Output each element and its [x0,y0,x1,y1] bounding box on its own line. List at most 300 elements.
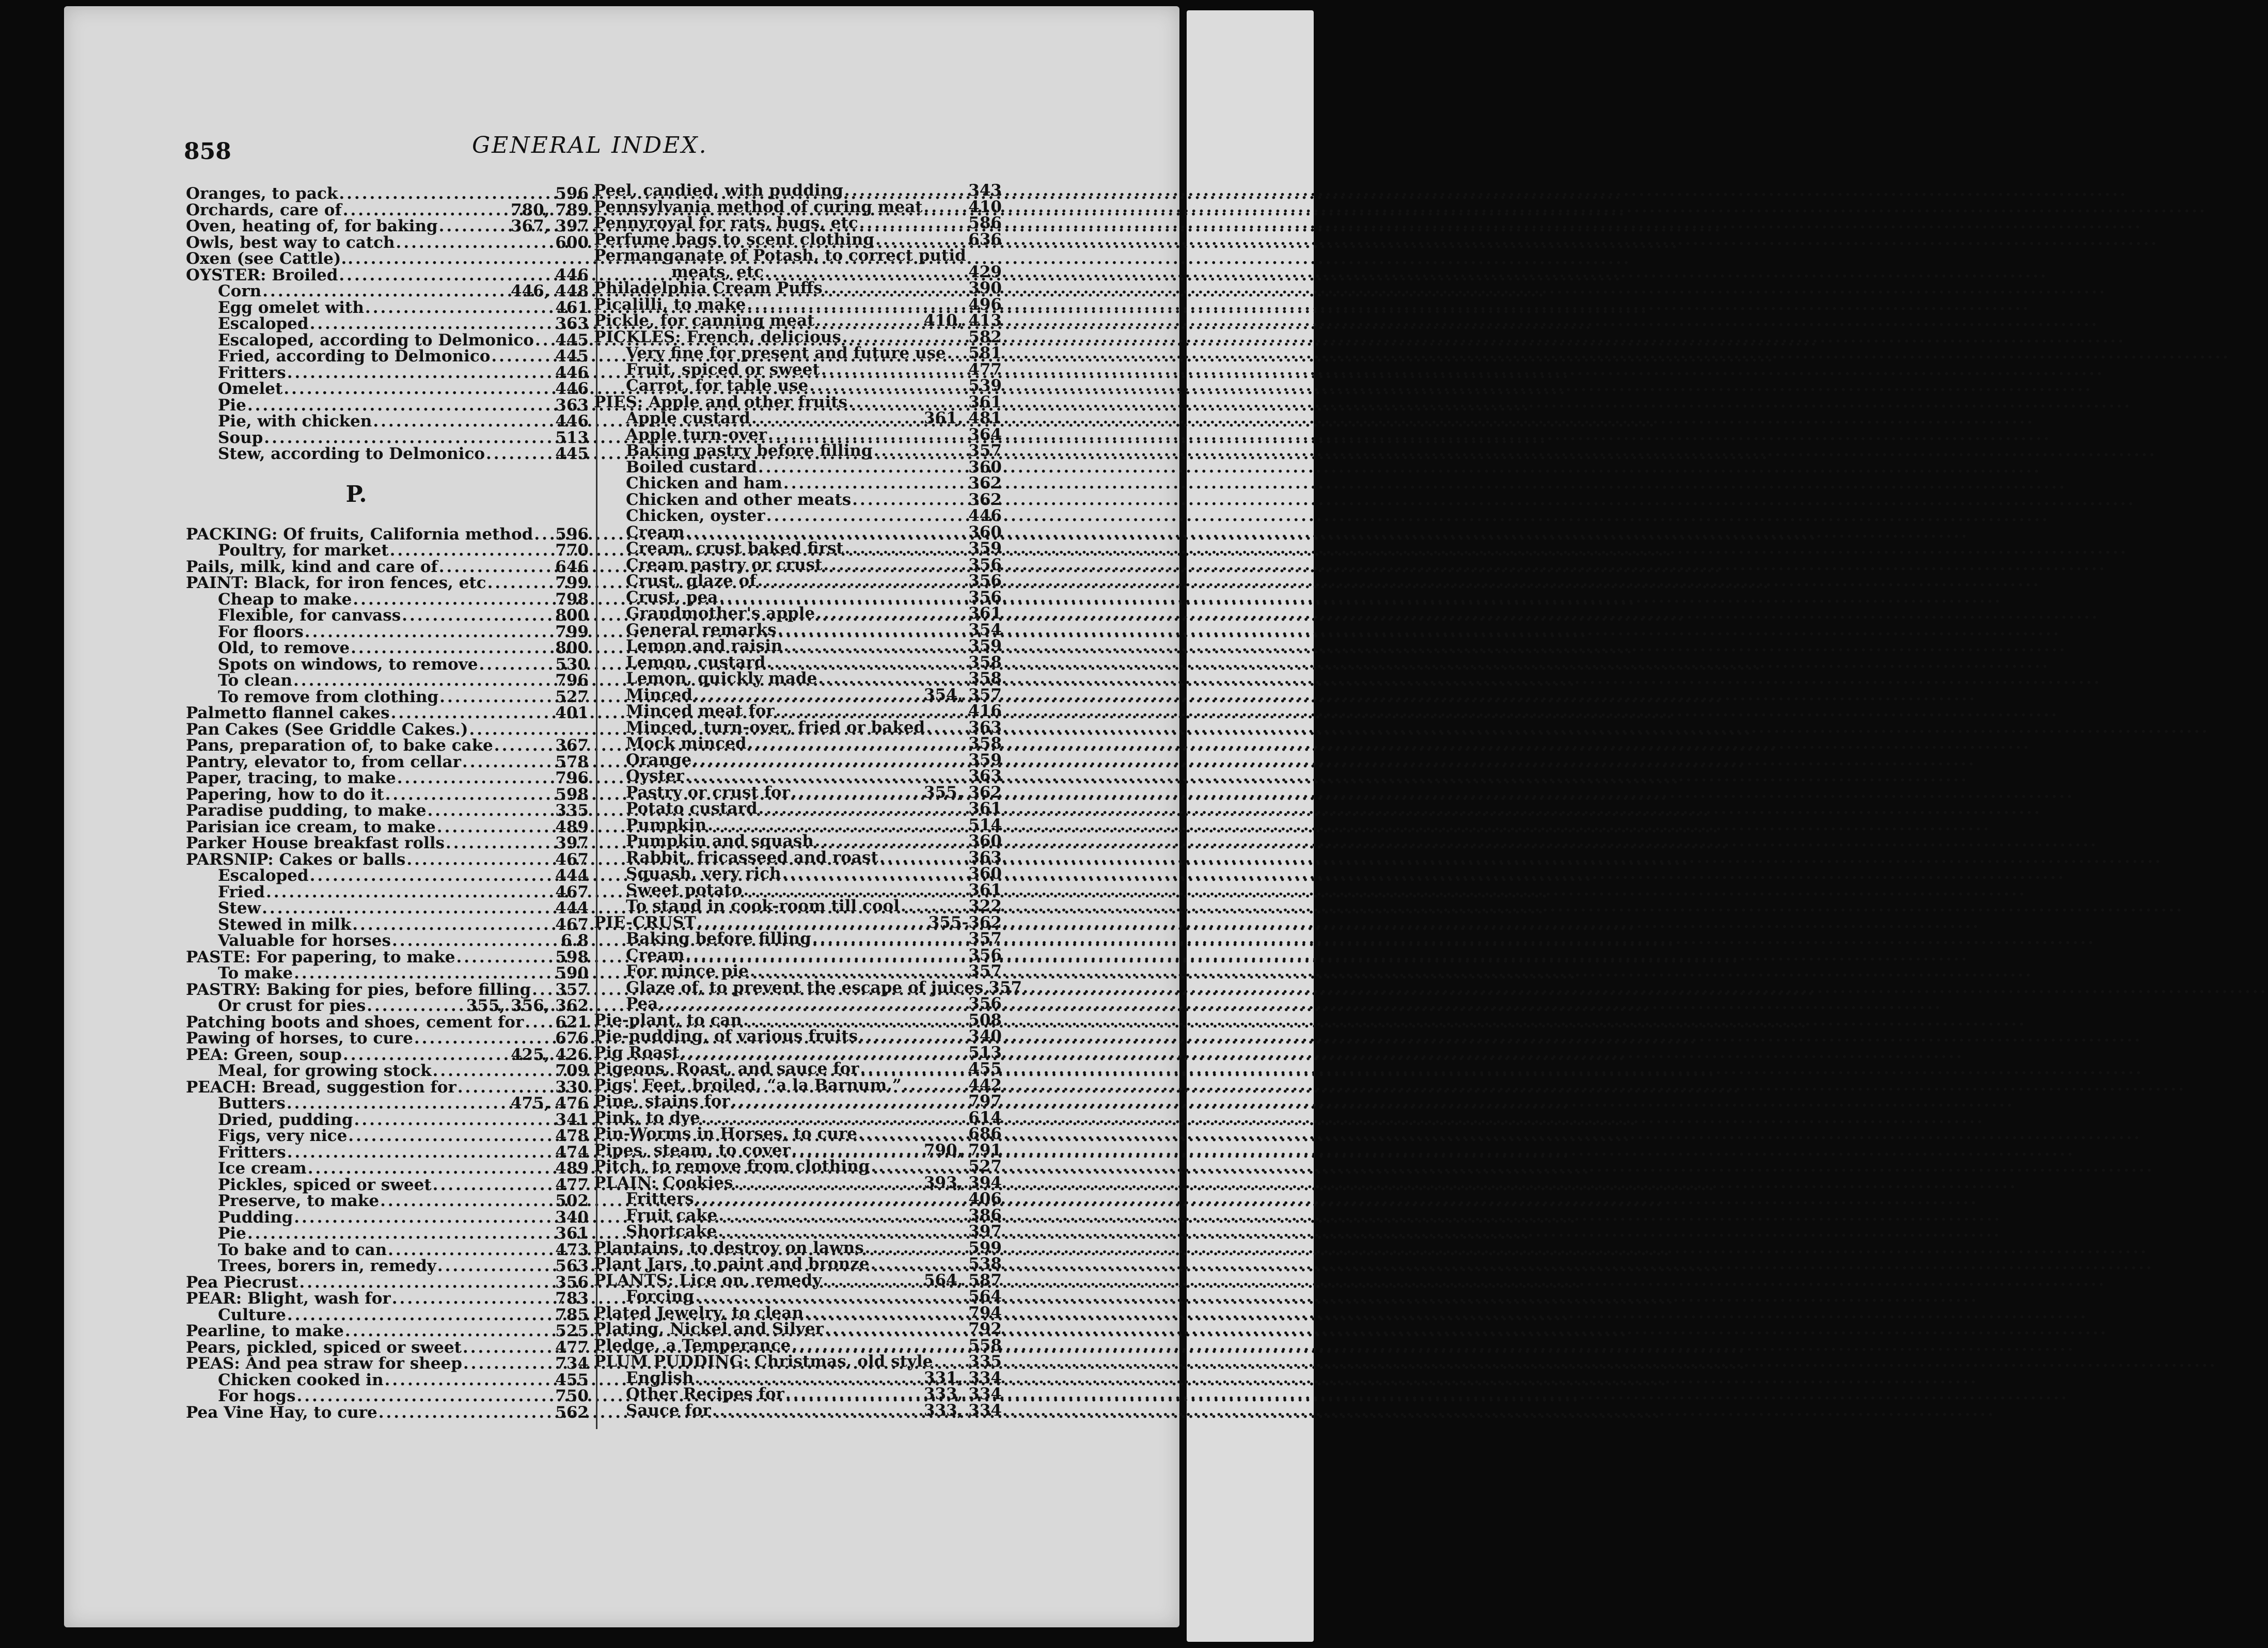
entry-page-ref: 581 [968,344,1002,362]
entry-label: Pie [218,1224,246,1243]
entry-page-ref: 792 [968,1320,1002,1338]
entry-label: Apple turn-over [626,425,767,444]
entry-page-ref: 796 [555,769,589,787]
index-entry [186,640,589,657]
dot-leader [816,606,968,622]
dot-leader [695,1370,924,1387]
entry-label: Pea [626,994,658,1013]
entry-page-ref: 363 [555,395,589,415]
entry-label: General remarks [626,620,777,639]
dot-leader [783,476,968,492]
entry-label: Culture [218,1305,286,1324]
dot-leader [805,1305,968,1322]
index-entry [594,1370,1002,1387]
entry-page-ref: 799 [555,622,589,641]
entry-page-ref: 356 [968,555,1002,574]
dot-leader [984,980,988,996]
dot-leader [379,1405,556,1421]
entry-page-ref: 477 [968,360,1002,379]
index-entry [186,803,589,819]
entry-label: Mock minced [626,734,747,753]
entry-label: Paper, tracing, to make [186,769,396,787]
index-entry [186,1161,589,1177]
index-entry [186,1356,589,1372]
entry-page-ref: 362 [968,490,1002,509]
entry-page-ref: 621 [555,1012,589,1032]
entry-label: Boiled custard [626,457,757,477]
index-entry [594,522,1002,542]
entry-page-ref: 367 [555,736,589,755]
entry-label: Pans, preparation of, to bake cake [186,736,493,755]
entry-label: Fried [218,882,265,901]
index-entry [594,557,1002,574]
index-entry [186,1096,589,1112]
entry-page-ref: 363 [968,718,1002,737]
entry-page-ref: 340 [555,1208,589,1227]
dot-leader [823,1273,924,1289]
entry-page-ref: 514 [968,815,1002,834]
index-entry [186,1372,589,1389]
dot-leader [491,348,555,365]
entry-label: Oyster [626,767,684,785]
entry-page-ref: 562 [555,1403,589,1422]
entry-page-ref: 360 [968,832,1002,850]
dot-leader [391,705,556,722]
dot-leader [339,267,555,284]
entry-label: Squash, very rich [626,864,781,883]
entry-page-ref: 445 [555,445,589,463]
index-entry [186,754,589,771]
dot-leader [747,297,968,313]
index-entry [186,949,589,966]
index-entry [594,947,1002,964]
page-number: 858 [184,138,231,165]
index-entry [186,446,589,463]
entry-page-ref: 357 [968,962,1002,980]
index-entry [186,705,589,722]
dot-leader [446,835,555,852]
index-entry [594,720,1002,736]
index-entry [594,1140,1002,1160]
entry-label: Papering, how to do it [186,785,384,804]
entry-label: PASTE: For papering, to make [186,947,455,966]
entry-page-ref: 416 [968,702,1002,720]
dot-leader [859,215,969,232]
entry-page-ref: 770 [555,541,589,560]
dot-leader [348,251,589,267]
entry-label: Stewed in milk [218,915,352,934]
index-entry [594,280,1002,297]
entry-page-ref: 686 [968,1124,1002,1143]
dot-leader [385,787,556,803]
index-entry [186,1275,589,1291]
dot-leader [967,248,1002,264]
index-entry [186,787,589,803]
entry-label: Pink, to dye [594,1108,700,1127]
entry-label: Minced [626,685,692,704]
entry-page-ref: 646 [555,557,589,576]
entry-label: Valuable for horses [218,931,391,950]
index-entry [594,1354,1002,1370]
entry-label: Pickle, for canning meat [594,311,815,330]
entry-page-ref: 790, 791 [923,1140,1002,1160]
entry-page-ref: 355, 362 [923,783,1002,802]
index-entry [186,1077,589,1097]
index-entry [186,1047,589,1064]
dot-leader [294,965,555,982]
dot-leader [414,1031,555,1047]
entry-label: PEA: Green, soup [186,1045,342,1064]
dot-leader [406,852,555,868]
section-gap [186,463,589,478]
entry-page-ref: 356 [968,572,1002,590]
index-entry [186,202,589,219]
dot-leader [458,1080,556,1096]
section-gap [186,511,589,527]
entry-page-ref: 780, 789 [510,200,589,219]
entry-page-ref: 429 [968,262,1002,281]
dot-leader [731,1094,969,1110]
dot-leader [750,963,968,980]
entry-label: Pawing of horses, to cure [186,1029,413,1048]
dot-leader [734,1175,924,1192]
index-entry [186,917,589,933]
entry-label: Trees, borers in, remedy [218,1257,436,1275]
entry-page-ref: 406 [968,1190,1002,1208]
entry-label: Omelet [218,379,283,398]
entry-page-ref: 525 [555,1322,589,1340]
dot-leader [247,398,555,414]
entry-page-ref: 367, 397 [510,217,589,235]
index-entry [594,1094,1002,1110]
entry-page-ref: 425, 426 [510,1045,589,1064]
entry-page-ref: 513 [968,1043,1002,1062]
dot-leader [479,657,555,673]
index-entry [186,1031,589,1047]
entry-page-ref: 475, 476 [510,1094,589,1113]
dot-leader [262,900,555,917]
entry-label: PIES: Apple and other fruits [594,392,847,411]
entry-label: Pigeons, Roast, and sauce for [594,1059,859,1078]
dot-leader [351,640,555,657]
entry-label: Peel, candied, with pudding [594,181,843,200]
index-entry [186,689,589,706]
entry-page-ref: 335 [555,801,589,820]
entry-label: Cream [626,522,685,542]
dot-leader [293,673,555,689]
dot-leader [287,1145,556,1161]
dot-leader [437,1258,555,1275]
dot-leader [692,752,968,769]
entry-page-ref: 446 [555,412,589,431]
entry-label: Baking before filling [626,929,811,948]
entry-label: Pie [218,395,246,415]
entry-label: Pipes, steam, to cover [594,1140,791,1160]
entry-label: Pin-Worms in Horses, to cure [594,1124,858,1143]
entry-label: Shortcake [626,1222,717,1241]
index-entry [186,575,589,592]
entry-label: To stand in cook-room till cool [626,897,900,915]
index-entry [594,508,1002,525]
entry-label: Pledge, a Temperance [594,1336,791,1355]
index-entry [186,1145,589,1161]
entry-label: Cream [626,945,685,964]
dot-leader [768,427,968,443]
dot-leader [778,622,969,639]
entry-page-ref: 446 [968,506,1002,525]
entry-label: Pie, with chicken [218,412,372,431]
entry-page-ref: 442 [968,1075,1002,1095]
entry-label: Pig Roast [594,1043,680,1062]
entry-page-ref: 539 [968,376,1002,395]
entry-page-ref: 734 [555,1354,589,1373]
index-entry [186,657,589,673]
entry-page-ref: 578 [555,752,589,771]
index-entry [594,963,1002,980]
entry-page-ref: 355-362 [928,913,1002,932]
dot-leader [751,410,924,427]
entry-label: Crust, pea [626,588,718,607]
dot-leader [748,736,969,752]
entry-page-ref: 357 [988,978,1022,997]
entry-page-ref: 357 [968,929,1002,948]
dot-leader [842,329,968,346]
entry-page-ref: 446 [555,379,589,398]
index-entry [186,1012,589,1032]
dot-leader [821,362,969,378]
entry-page-ref: 386 [968,1206,1002,1225]
dot-leader [845,541,969,557]
entry-page-ref: 455 [555,1370,589,1389]
index-entry [186,835,589,852]
entry-label: Chicken, oyster [626,506,765,525]
entry-label: PAINT: Black, for iron fences, etc [186,574,486,592]
index-entry [594,199,1002,216]
entry-label: Grandmother's apple [626,604,815,623]
entry-label: Preserve, to make [218,1192,380,1210]
index-entry [186,933,589,949]
dot-leader [815,313,924,329]
entry-page-ref: 401 [555,704,589,722]
index-entry [594,1028,1002,1045]
entry-label: PICKLES: French, delicious [594,327,841,346]
dot-leader [396,235,556,251]
index-entry [186,186,589,202]
dot-leader [294,1210,555,1226]
entry-page-ref: 596 [555,525,589,544]
dot-leader [743,882,968,899]
entry-page-ref: 467 [555,850,589,869]
index-entry [594,248,1002,264]
entry-page-ref: 600 [555,233,589,252]
dot-leader [367,998,466,1015]
index-entry [594,1191,1002,1208]
entry-label: Stew [218,899,261,917]
dot-leader [354,1112,556,1129]
entry-label: To make [218,964,293,983]
index-entry [186,1242,589,1259]
entry-label: Plant Jars, to paint and bronze [594,1255,870,1273]
index-entry [186,1307,589,1324]
dot-leader [343,202,511,219]
index-entry [186,1323,589,1340]
dot-leader [743,1012,968,1029]
entry-label: Chicken and ham [626,474,782,493]
index-entry [594,1175,1002,1192]
entry-label: Fritters [218,363,286,382]
dot-leader [686,525,969,541]
entry-page-ref: 596 [555,184,589,203]
entry-label: PEAS: And pea straw for sheep [186,1354,462,1373]
dot-leader [823,557,968,574]
entry-label: Paradise pudding, to make [186,801,427,820]
dot-leader [718,1224,968,1240]
index-entry [594,1273,1002,1289]
index-entry [186,300,589,316]
index-entry [594,459,1002,476]
entry-page-ref: 356 [968,588,1002,607]
entry-page-ref: 358 [968,669,1002,688]
dot-leader [310,868,556,884]
dot-leader [812,931,968,947]
entry-page-ref: 354 [968,620,1002,639]
entry-label: Cream pastry or crust [626,555,823,574]
index-entry [594,785,1002,801]
index-entry [594,655,1002,671]
index-entry [594,606,1002,622]
entry-page-ref: 410, 413 [923,311,1002,330]
dot-leader [694,687,924,704]
entry-page-ref: 794 [968,1303,1002,1322]
entry-label: Picalilli, to make [594,295,746,314]
entry-label: Fruit, spiced or sweet [626,360,820,379]
index-entry [186,738,589,754]
index-entry [594,1110,1002,1127]
entry-label: To bake and to can [218,1240,387,1259]
index-entry [594,1386,1002,1403]
index-entry [186,1340,589,1356]
index-entry [594,1208,1002,1224]
dot-leader [844,183,968,199]
dot-leader [469,722,589,738]
dot-leader [825,1321,968,1338]
dot-leader [695,1191,969,1208]
dot-leader [287,365,556,382]
index-entry [594,313,1002,329]
dot-leader [879,850,969,866]
index-entry [186,868,589,884]
entry-label: Fried, according to Delmonico [218,347,491,366]
entry-label: Palmetto flannel cakes [186,704,390,722]
entry-label: Escaloped [218,866,309,885]
index-entry [186,348,589,365]
entry-page-ref: 446, 448 [510,282,589,300]
dot-leader [388,1242,555,1259]
index-entry [186,770,589,787]
dot-leader [783,638,968,655]
dot-leader [681,1045,968,1061]
dot-leader [901,898,968,915]
entry-page-ref: 444 [555,866,589,885]
index-entry [594,850,1002,866]
entry-label: PARSNIP: Cakes or balls [186,850,406,869]
index-entry [594,622,1002,639]
entry-page-ref: 446 [555,265,589,284]
index-entry [186,381,589,398]
index-entry [594,687,1002,704]
index-entry [186,1405,589,1421]
dot-leader [947,345,969,362]
index-entry [594,443,1002,459]
entry-page-ref: 359 [968,750,1002,769]
entry-label: To remove from clothing [218,687,439,706]
entry-page-ref: 360 [968,522,1002,542]
entry-page-ref: 477 [555,1175,589,1194]
entry-page-ref: 361 [968,799,1002,818]
dot-leader [463,1356,555,1372]
entry-label: Plated Jewelry, to clean [594,1303,804,1322]
entry-page-ref: 513 [555,428,589,447]
dot-leader [287,1307,555,1324]
dot-leader [758,573,969,590]
entry-page-ref: 393, 394 [923,1173,1002,1192]
entry-page-ref: 455 [968,1059,1002,1078]
entry-label: Philadelphia Cream Puffs [594,279,823,297]
dot-leader [296,1388,555,1405]
entry-label: Pie-pudding, of various fruits [594,1027,858,1045]
entry-label: Pine, stains for [594,1092,730,1111]
entry-page-ref: 359 [968,539,1002,558]
dot-leader [848,394,968,411]
index-entry [594,736,1002,752]
entry-label: PLUM PUDDING: Christmas, old style [594,1352,933,1371]
entry-label: Owls, best way to catch [186,233,395,252]
index-entry [594,215,1002,232]
dot-leader [860,1061,969,1077]
dot-leader [535,332,555,349]
index-entry [594,394,1002,411]
index-entry [594,541,1002,557]
entry-label: Cream, crust baked first [626,539,844,558]
entry-label: Lemon, quickly made [626,669,817,688]
index-entry [186,251,589,267]
index-entry [594,378,1002,394]
dot-leader [701,1110,968,1127]
entry-label: English [626,1368,694,1387]
dot-leader [433,1063,556,1080]
index-entry [186,1193,589,1210]
entry-page-ref: 564 [968,1287,1002,1306]
entry-page-ref: 473 [555,1240,589,1259]
entry-label: Lemon, custard [626,653,766,672]
entry-label: Spots on windows, to remove [218,655,478,674]
dot-leader [858,1126,968,1143]
entry-page-ref: 558 [968,1336,1002,1355]
entry-page-ref: 357 [968,441,1002,460]
dot-leader [385,1372,556,1389]
dot-leader [402,608,555,624]
dot-leader [462,754,555,771]
dot-leader [439,689,555,706]
dot-leader [903,1077,968,1094]
entry-label: PEAR: Blight, wash for [186,1289,391,1308]
entry-page-ref: 467 [555,882,589,901]
entry-label: Sauce for [626,1401,711,1420]
index-entry [186,430,589,447]
entry-page-ref: 799 [555,574,589,592]
dot-leader [766,655,968,671]
index-entry [594,1061,1002,1077]
